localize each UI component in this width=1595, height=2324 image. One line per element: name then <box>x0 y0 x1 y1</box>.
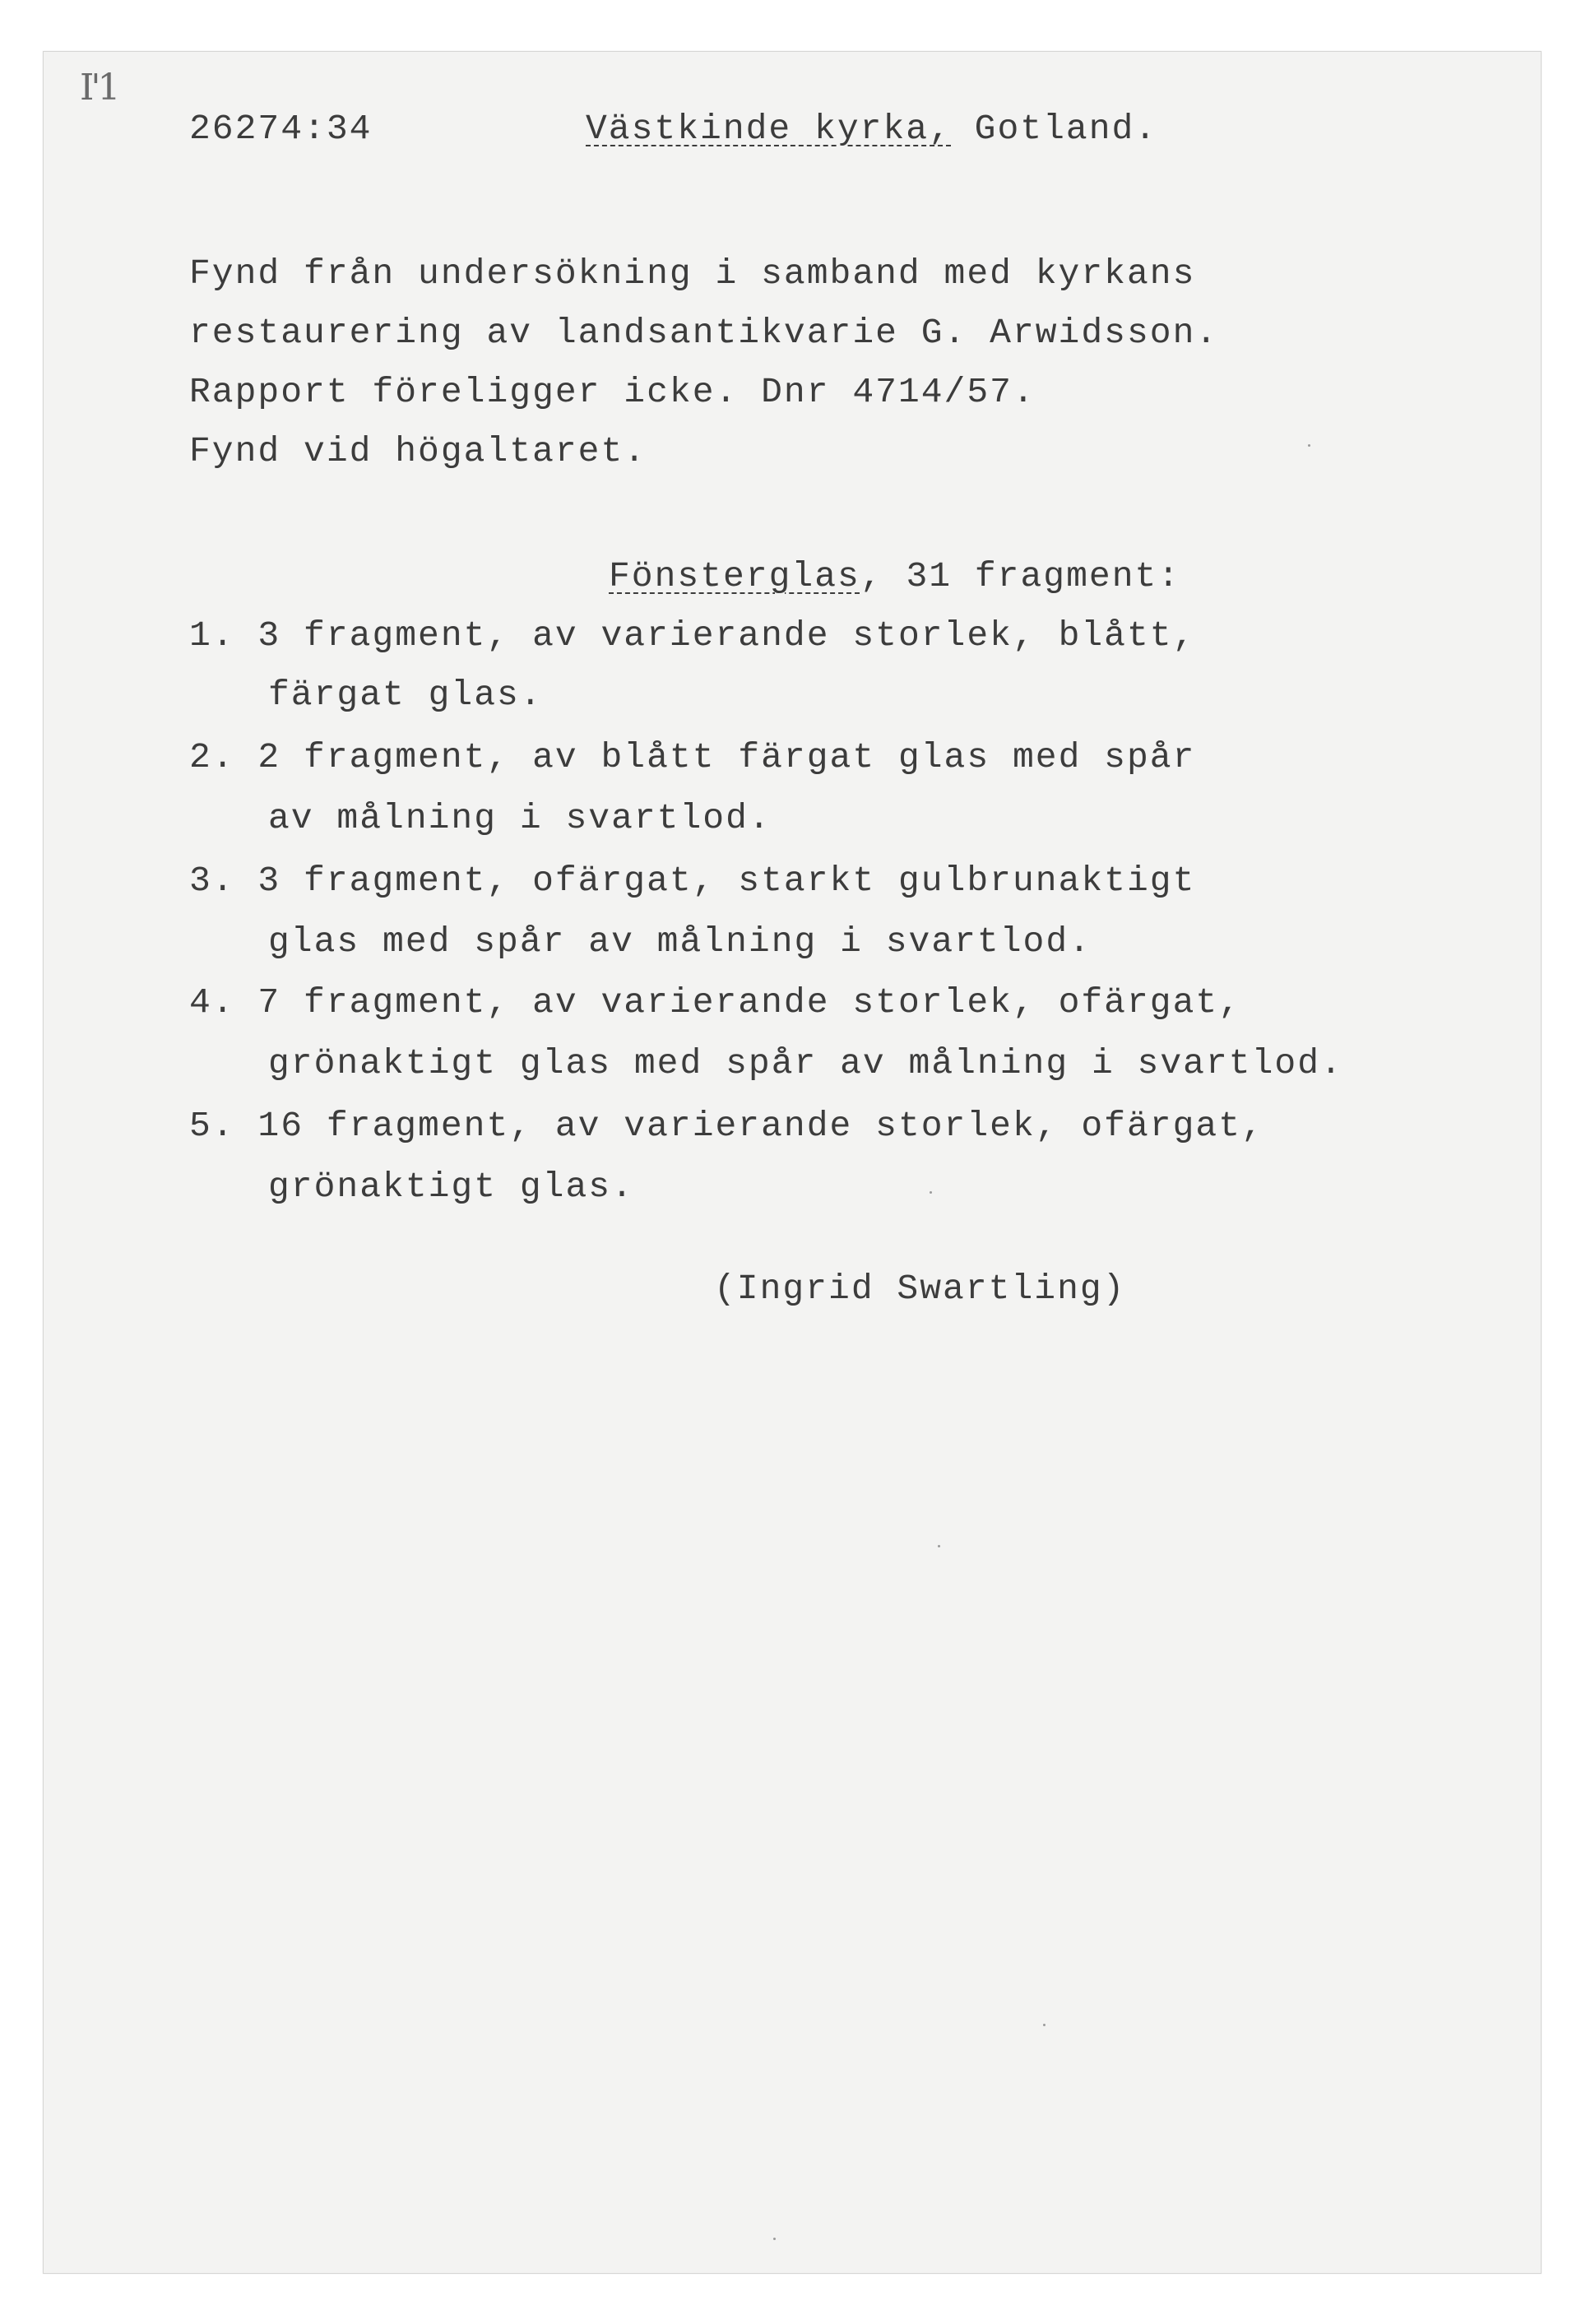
item-text: 7 fragment, av varierande storlek, ofärgat, <box>257 982 1242 1023</box>
signature: (Ingrid Swartling) <box>714 1269 1126 1309</box>
intro-line-4: Fynd vid högaltaret. <box>189 431 647 471</box>
paper-speck <box>930 1191 932 1194</box>
location-region: Gotland. <box>951 109 1158 149</box>
item-text: 3 fragment, av varierande storlek, blått, <box>257 615 1196 656</box>
item-continuation: färgat glas. <box>268 675 543 715</box>
list-item <box>189 737 1195 777</box>
item-text: 16 fragment, av varierande storlek, ofärgat, <box>257 1106 1264 1146</box>
paper-speck <box>1043 2024 1046 2026</box>
list-item <box>189 982 1241 1023</box>
item-text: 3 fragment, ofärgat, starkt gulbrunaktigt <box>257 860 1196 901</box>
location-church: Västkinde kyrka, <box>586 109 952 149</box>
item-text: 2 fragment, av blått färgat glas med spår <box>257 737 1196 777</box>
item-number: 3. <box>189 860 235 901</box>
item-number: 4. <box>189 982 235 1023</box>
handwritten-mark: I'1 <box>80 67 118 109</box>
item-number: 1. <box>189 615 235 656</box>
item-number: 2. <box>189 737 235 777</box>
item-continuation: grönaktigt glas med spår av målning i svartlod. <box>268 1043 1343 1083</box>
section-heading-title: Fönsterglas <box>609 556 860 596</box>
list-item <box>189 615 1195 656</box>
paper-speck <box>938 1545 940 1547</box>
catalog-number: 26274:34 <box>189 109 373 149</box>
list-item <box>189 860 1195 901</box>
location-heading <box>586 109 1157 149</box>
intro-line-3: Rapport föreligger icke. Dnr 4714/57. <box>189 372 1036 412</box>
paper-speck <box>1308 444 1310 447</box>
intro-line-2: restaurering av landsantikvarie G. Arwidsson. <box>189 313 1219 353</box>
item-continuation: av målning i svartlod. <box>268 798 772 838</box>
item-continuation: grönaktigt glas. <box>268 1167 634 1207</box>
list-item <box>189 1106 1264 1146</box>
item-number: 5. <box>189 1106 235 1146</box>
paper-speck <box>773 2238 776 2240</box>
section-heading-count: , 31 fragment: <box>860 556 1181 596</box>
item-continuation: glas med spår av målning i svartlod. <box>268 921 1092 962</box>
intro-line-1: Fynd från undersökning i samband med kyrkans <box>189 253 1196 294</box>
section-heading <box>609 556 1180 596</box>
